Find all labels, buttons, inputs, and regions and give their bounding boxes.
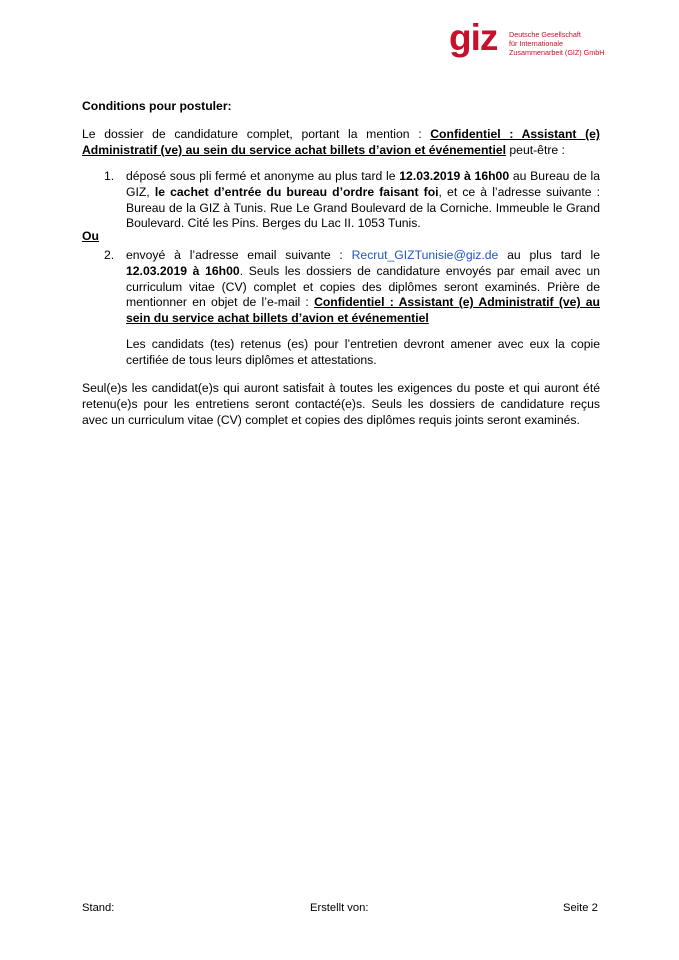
intro-text-1: Le dossier de candidature complet, portant la mention : <box>82 127 431 141</box>
intro-emphasis: Confidentiel : Assistant (e) Administratif (ve) au sein du service achat billets d’avion et événementiel <box>82 127 600 157</box>
logo-line-2: für Internationale <box>509 39 563 48</box>
item-2-text-3: . Seuls les dossiers de candidature envoyés par email avec un curriculum vitae (CV) complet et copies des diplômes seront examinés. Prière de mentionner en objet de l’e-mail : <box>126 263 600 310</box>
item-1-number: 1. <box>104 169 115 183</box>
final-paragraph: Seul(e)s les candidat(e)s qui auront satisfait à toutes les exigences du poste et qui auront été retenu(e)s pour les entretiens seront contacté(e)s. Seuls les dossiers de candidature reçus avec un curriculum vitae (CV) complet et copies des diplômes requis joints seront examinés. <box>82 381 600 427</box>
item-2-deadline: 12.03.2019 à 16h00 <box>126 263 240 278</box>
item-2-text-2: au plus tard le <box>498 248 600 262</box>
intro-paragraph <box>82 127 600 159</box>
intro-text-2: peut-être : <box>506 142 565 157</box>
footer-page-number: Seite 2 <box>563 902 598 914</box>
logo-text <box>509 30 604 57</box>
item-1-paragraph <box>126 169 600 232</box>
item-1-text-3: , et ce à l’adresse suivante : Bureau de la GIZ à Tunis. Rue Le Grand Boulevard de la Corniche. Immeuble le Grand Boulevard. Cité les Pins. Berges du Lac II. 1053 Tunis. <box>126 184 600 231</box>
section-heading: Conditions pour postuler: <box>82 99 232 113</box>
item-2-text-1: envoyé à l’adresse email suivante : <box>126 248 352 262</box>
item-1-emphasis: le cachet d’entrée du bureau d’ordre faisant foi <box>154 184 439 199</box>
logo-line-3: Zusammenarbeit (GIZ) GmbH <box>509 48 605 57</box>
logo-line-1: Deutsche Gesellschaft <box>509 30 581 39</box>
item-1-text-2: au Bureau de la GIZ, <box>126 169 601 199</box>
giz-logo <box>449 17 609 64</box>
item-2-number: 2. <box>104 248 115 262</box>
item-2-emphasis: Confidentiel : Assistant (e) Administratif (ve) au sein du service achat billets d’avion et événementiel <box>126 295 600 326</box>
footer-erstellt: Erstellt von: <box>310 902 369 914</box>
item-2-paragraph <box>126 248 600 327</box>
item-1-deadline: 12.03.2019 à 16h00 <box>399 169 510 183</box>
logo-mark: giz <box>449 17 498 58</box>
email-link[interactable]: Recrut_GIZTunisie@giz.de <box>351 248 499 262</box>
footer-stand: Stand: <box>82 902 115 914</box>
item-1-text-1: déposé sous pli fermé et anonyme au plus tard le <box>126 169 400 183</box>
ou-separator: Ou <box>82 229 99 243</box>
item-2-note: Les candidats (tes) retenus (es) pour l’entretien devront amener avec eux la copie certifiée de tous leurs diplômes et attestations. <box>126 337 600 367</box>
